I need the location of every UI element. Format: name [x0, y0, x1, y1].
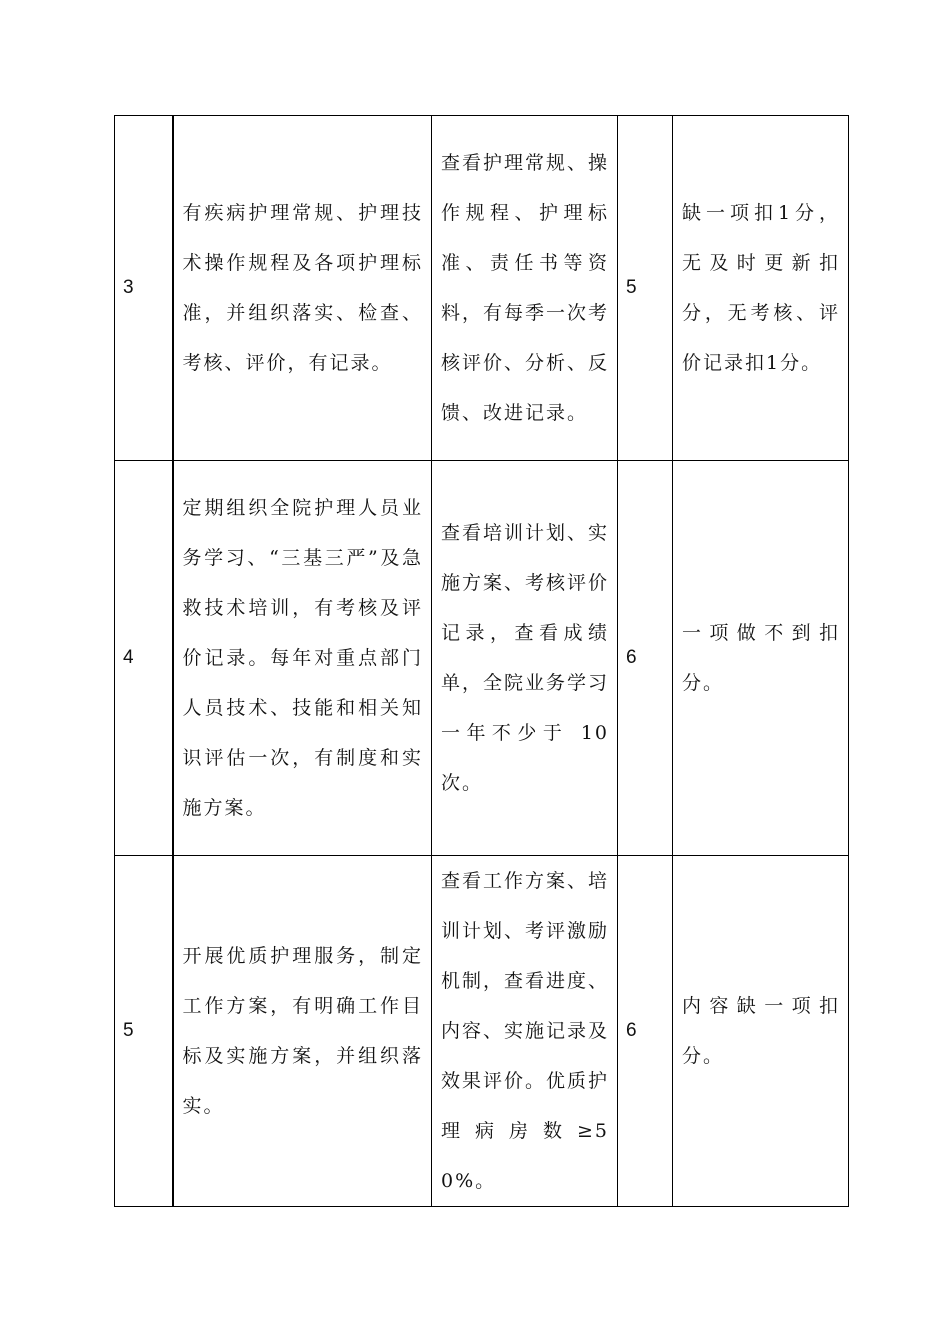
- table-row: [115, 461, 849, 856]
- table-row: [115, 856, 849, 1207]
- item-score: 6: [626, 647, 637, 668]
- evaluation-table: [114, 115, 849, 1207]
- item-score: 5: [626, 277, 637, 298]
- score-cell: [618, 116, 673, 461]
- content-cell: [173, 116, 432, 461]
- method-cell: [432, 461, 618, 856]
- method-cell: [432, 856, 618, 1207]
- content-cell: [173, 461, 432, 856]
- deduction-cell: [673, 116, 849, 461]
- item-number-cell: [115, 461, 173, 856]
- assessment-method: 查看工作方案、培训计划、考评激励机制，查看进度、内容、实施记录及效果评价。优质护理病房数≥50%。: [441, 870, 610, 1192]
- item-number-cell: [115, 856, 173, 1207]
- score-cell: [618, 856, 673, 1207]
- item-score: 6: [626, 1020, 637, 1041]
- item-number: 4: [123, 647, 134, 668]
- item-content: 定期组织全院护理人员业务学习、“三基三严”及急救技术培训，有考核及评价记录。每年对重点部门人员技术、技能和相关知识评估一次，有制度和实施方案。: [182, 497, 423, 819]
- deduction-rule: 一项做不到扣分。: [682, 622, 840, 694]
- content-cell: [173, 856, 432, 1207]
- item-content: 有疾病护理常规、护理技术操作规程及各项护理标准，并组织落实、检查、考核、评价，有记录。: [182, 202, 423, 374]
- assessment-method: 查看护理常规、操作规程、护理标准、责任书等资料，有每季一次考核评价、分析、反馈、改进记录。: [441, 152, 610, 424]
- item-number: 5: [123, 1020, 134, 1041]
- score-cell: [618, 461, 673, 856]
- deduction-cell: [673, 856, 849, 1207]
- deduction-rule: 内容缺一项扣分。: [682, 995, 840, 1067]
- deduction-rule: 缺一项扣1分，无及时更新扣分，无考核、评价记录扣1分。: [682, 202, 840, 374]
- method-cell: [432, 116, 618, 461]
- assessment-method: 查看培训计划、实施方案、考核评价记录，查看成绩单，全院业务学习一年不少于 10 次。: [441, 522, 610, 794]
- item-content: 开展优质护理服务，制定工作方案，有明确工作目标及实施方案，并组织落实。: [182, 945, 423, 1117]
- deduction-cell: [673, 461, 849, 856]
- table-row: [115, 116, 849, 461]
- item-number: 3: [123, 277, 134, 298]
- item-number-cell: [115, 116, 173, 461]
